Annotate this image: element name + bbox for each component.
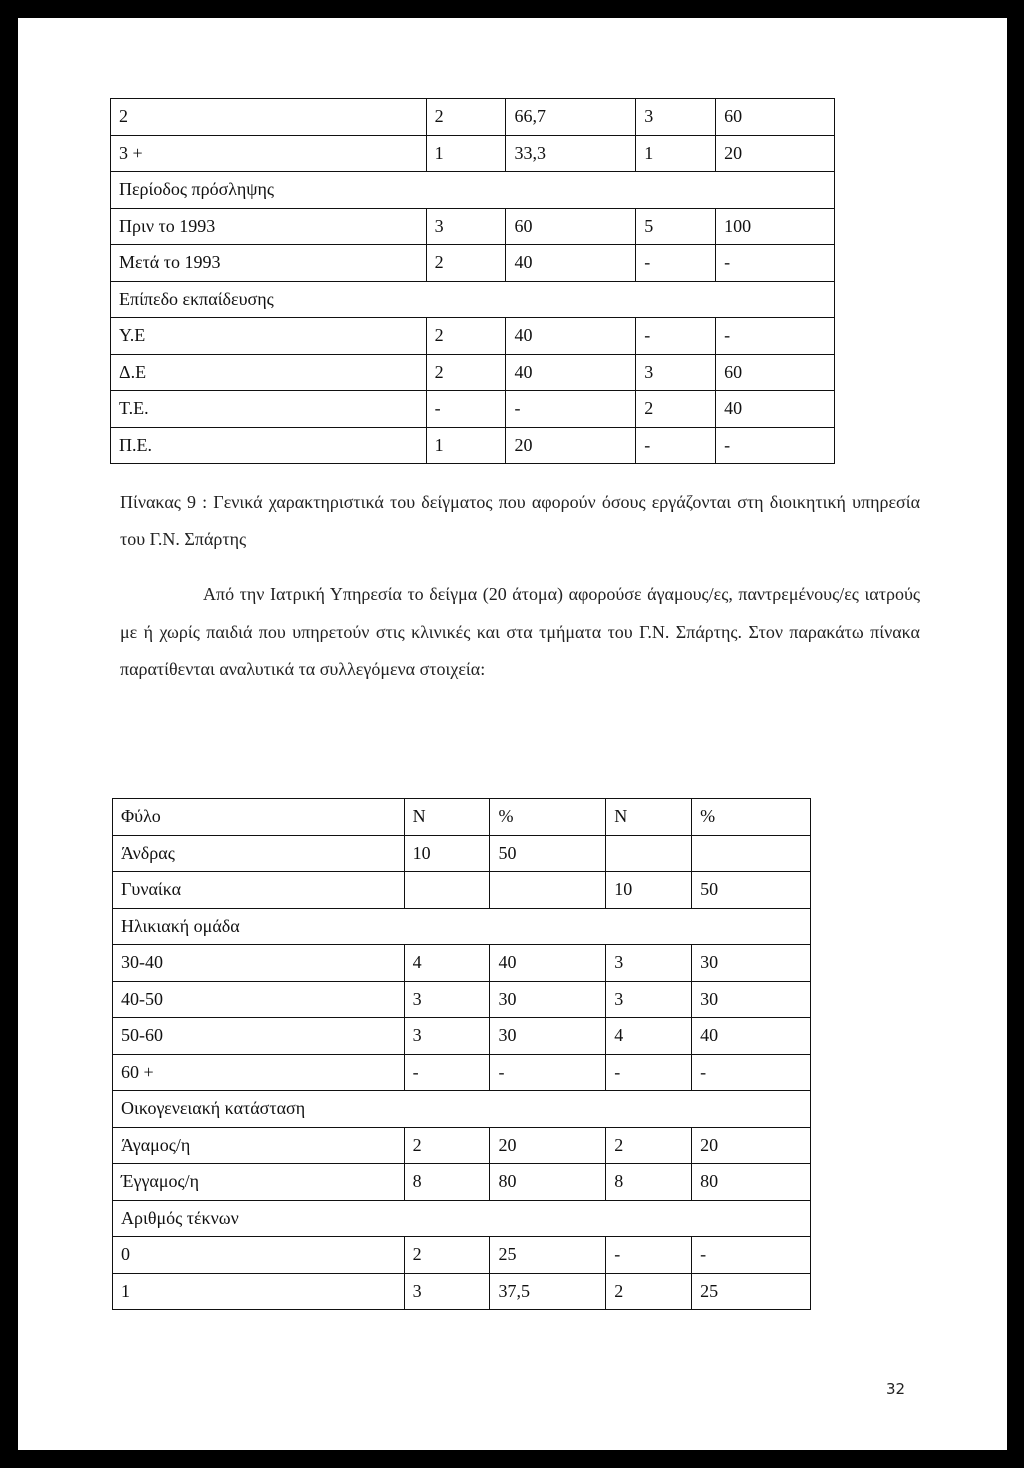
value-cell: 1 [636, 135, 716, 172]
value-cell: - [426, 391, 506, 428]
value-cell: 10 [606, 872, 692, 909]
intro-paragraph: Από την Ιατρική Υπηρεσία το δείγμα (20 άτομα) αφορούσε άγαμους/ες, παντρεμένους/ες ιατρούς με ή χωρίς παιδιά που υπηρετούν στις κλινικές και στα τμήματα του Γ.Ν. Σπάρτης. Στον παρακάτω πίνακα παρατίθενται αναλυτικά τα συλλεγόμενα στοιχεία: [120, 584, 920, 679]
value-cell: 30 [692, 945, 811, 982]
value-cell: 60 [716, 354, 835, 391]
value-cell: 40 [506, 354, 636, 391]
section-row [113, 1091, 811, 1128]
value-cell: 4 [606, 1018, 692, 1055]
value-cell: 66,7 [506, 99, 636, 136]
value-cell: 2 [426, 354, 506, 391]
row-label-cell: Άγαμος/η [113, 1127, 405, 1164]
table-row [113, 981, 811, 1018]
value-cell: 60 [506, 208, 636, 245]
value-cell: 3 [636, 354, 716, 391]
value-cell: % [692, 799, 811, 836]
row-label-cell: Έγγαμος/η [113, 1164, 405, 1201]
table-row [113, 1273, 811, 1310]
section-row [113, 908, 811, 945]
value-cell: 100 [716, 208, 835, 245]
value-cell: 30 [490, 1018, 606, 1055]
row-label-cell: Δ.Ε [111, 354, 427, 391]
table-row [113, 1237, 811, 1274]
table-row [111, 99, 835, 136]
section-heading-cell: Ηλικιακή ομάδα [113, 908, 811, 945]
value-cell: 3 [606, 981, 692, 1018]
table-row [111, 427, 835, 464]
document-page [18, 18, 1007, 1450]
value-cell: 40 [506, 245, 636, 282]
row-label-cell: Π.Ε. [111, 427, 427, 464]
table-row [113, 799, 811, 836]
section-heading-cell: Αριθμός τέκνων [113, 1200, 811, 1237]
value-cell: 2 [426, 245, 506, 282]
value-cell: 4 [404, 945, 490, 982]
value-cell: 40 [692, 1018, 811, 1055]
table-row [111, 354, 835, 391]
value-cell: 1 [426, 427, 506, 464]
row-label-cell: 30-40 [113, 945, 405, 982]
value-cell: 40 [490, 945, 606, 982]
value-cell: 1 [426, 135, 506, 172]
value-cell [606, 835, 692, 872]
table-row [113, 835, 811, 872]
value-cell: 3 [404, 1273, 490, 1310]
value-cell: - [636, 318, 716, 355]
value-cell: 40 [716, 391, 835, 428]
value-cell: 10 [404, 835, 490, 872]
value-cell: 20 [490, 1127, 606, 1164]
table-9-continued [110, 98, 835, 464]
value-cell: - [692, 1237, 811, 1274]
section-heading-cell: Περίοδος πρόσληψης [111, 172, 835, 209]
table-row [111, 208, 835, 245]
medical-service-table [112, 798, 811, 1310]
value-cell: - [716, 427, 835, 464]
value-cell: 50 [490, 835, 606, 872]
value-cell: - [506, 391, 636, 428]
row-label-cell: Πριν το 1993 [111, 208, 427, 245]
value-cell: 30 [490, 981, 606, 1018]
value-cell: - [490, 1054, 606, 1091]
value-cell: 25 [692, 1273, 811, 1310]
value-cell: 3 [606, 945, 692, 982]
row-label-cell: 0 [113, 1237, 405, 1274]
value-cell [490, 872, 606, 909]
value-cell [404, 872, 490, 909]
table-row [111, 318, 835, 355]
table-row [113, 1018, 811, 1055]
value-cell: 3 [404, 981, 490, 1018]
value-cell: 60 [716, 99, 835, 136]
table-row [111, 135, 835, 172]
section-row [111, 172, 835, 209]
value-cell [692, 835, 811, 872]
section-row [111, 281, 835, 318]
value-cell: - [606, 1054, 692, 1091]
row-label-cell: 60 + [113, 1054, 405, 1091]
value-cell: 2 [606, 1273, 692, 1310]
row-label-cell: 50-60 [113, 1018, 405, 1055]
table-row [113, 1127, 811, 1164]
value-cell: 37,5 [490, 1273, 606, 1310]
table-row [113, 1054, 811, 1091]
value-cell: 2 [606, 1127, 692, 1164]
page-number: 32 [886, 1380, 906, 1398]
section-row [113, 1200, 811, 1237]
row-label-cell: 2 [111, 99, 427, 136]
section-heading-cell: Επίπεδο εκπαίδευσης [111, 281, 835, 318]
value-cell: - [636, 427, 716, 464]
value-cell: - [404, 1054, 490, 1091]
value-cell: - [716, 245, 835, 282]
row-label-cell: Άνδρας [113, 835, 405, 872]
value-cell: 8 [606, 1164, 692, 1201]
value-cell: 2 [636, 391, 716, 428]
value-cell: 3 [426, 208, 506, 245]
value-cell: 2 [404, 1127, 490, 1164]
row-label-cell: 40-50 [113, 981, 405, 1018]
table-row [113, 872, 811, 909]
value-cell: % [490, 799, 606, 836]
table-9-caption: Πίνακας 9 : Γενικά χαρακτηριστικά του δείγματος που αφορούν όσους εργάζονται στη διοικητική υπηρεσία του Γ.Ν. Σπάρτης [120, 492, 920, 549]
value-cell: Ν [606, 799, 692, 836]
section-heading-cell: Οικογενειακή κατάσταση [113, 1091, 811, 1128]
row-label-cell: Τ.Ε. [111, 391, 427, 428]
value-cell: 5 [636, 208, 716, 245]
table-row [113, 1164, 811, 1201]
value-cell: 80 [490, 1164, 606, 1201]
value-cell: - [692, 1054, 811, 1091]
value-cell: 80 [692, 1164, 811, 1201]
value-cell: 3 [636, 99, 716, 136]
row-label-cell: Φύλο [113, 799, 405, 836]
value-cell: 2 [404, 1237, 490, 1274]
row-label-cell: Μετά το 1993 [111, 245, 427, 282]
value-cell: - [716, 318, 835, 355]
row-label-cell: Γυναίκα [113, 872, 405, 909]
value-cell: 33,3 [506, 135, 636, 172]
value-cell: 25 [490, 1237, 606, 1274]
value-cell: 50 [692, 872, 811, 909]
value-cell: 30 [692, 981, 811, 1018]
row-label-cell: 3 + [111, 135, 427, 172]
value-cell: 20 [716, 135, 835, 172]
table-row [111, 245, 835, 282]
value-cell: Ν [404, 799, 490, 836]
row-label-cell: Υ.Ε [111, 318, 427, 355]
value-cell: - [606, 1237, 692, 1274]
value-cell: - [636, 245, 716, 282]
value-cell: 3 [404, 1018, 490, 1055]
value-cell: 8 [404, 1164, 490, 1201]
value-cell: 20 [506, 427, 636, 464]
row-label-cell: 1 [113, 1273, 405, 1310]
table-row [111, 391, 835, 428]
value-cell: 2 [426, 99, 506, 136]
value-cell: 2 [426, 318, 506, 355]
table-row [113, 945, 811, 982]
value-cell: 20 [692, 1127, 811, 1164]
value-cell: 40 [506, 318, 636, 355]
